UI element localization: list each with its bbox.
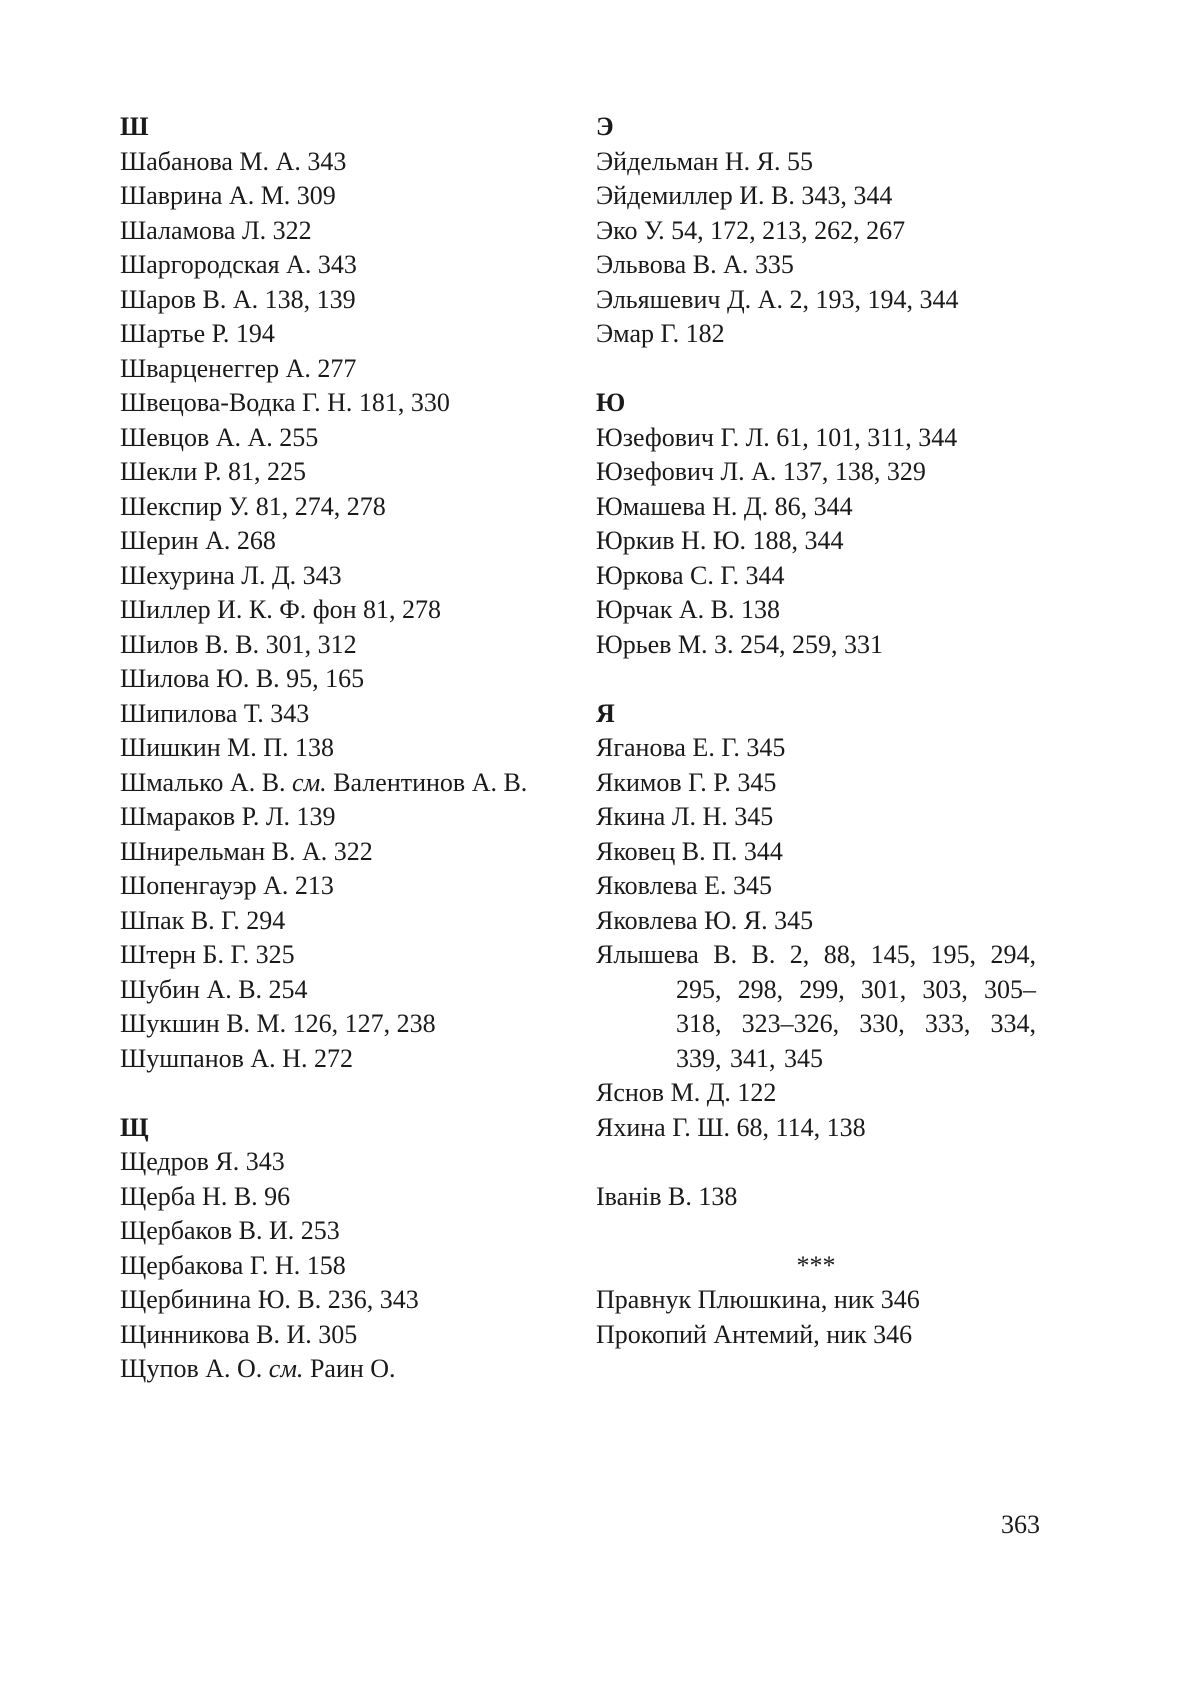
index-column-right <box>596 110 1036 1352</box>
index-entry: Яковлева Е. 345 <box>596 871 772 900</box>
section-gap <box>596 662 1036 697</box>
see-reference-target: Валентинов А. В. <box>326 767 528 797</box>
index-entry: Щербакова Г. Н. 158 <box>120 1250 346 1280</box>
index-entry: Швецова-Водка Г. Н. 181, 330 <box>120 388 450 417</box>
index-entry: Шопенгауэр А. 213 <box>120 871 334 900</box>
section-gap <box>596 352 1036 387</box>
index-entry: Юзефович Л. А. 137, 138, 329 <box>596 457 926 486</box>
section-letter: Ш <box>120 112 149 141</box>
index-entry: Шнирельман В. А. 322 <box>120 836 373 866</box>
index-entry: Щербаков В. И. 253 <box>120 1216 340 1245</box>
index-entry: Яковец В. П. 344 <box>596 836 783 866</box>
index-entry: Шехурина Л. Д. 343 <box>120 560 342 590</box>
index-entry: Эльяшевич Д. А. 2, 193, 194, 344 <box>596 284 959 314</box>
index-entry: Шекспир У. 81, 274, 278 <box>120 491 386 521</box>
index-entry: Якимов Г. Р. 345 <box>596 767 777 797</box>
index-entry <box>120 766 590 801</box>
index-entry: Шаврина А. М. 309 <box>120 181 336 210</box>
section-letter: Я <box>596 698 615 728</box>
index-entry: Іванів В. 138 <box>596 1181 738 1211</box>
index-column-left <box>120 110 590 1387</box>
index-entry: Юрчак А. В. 138 <box>596 595 780 624</box>
separator-asterisks: *** <box>796 1250 836 1280</box>
index-entry: Яковлева Ю. Я. 345 <box>596 905 814 935</box>
index-entry: Шпак В. Г. 294 <box>120 905 286 935</box>
index-entry: Яганова Е. Г. 345 <box>596 733 786 762</box>
index-entry: Юмашева Н. Д. 86, 344 <box>596 491 853 521</box>
index-entry: Шаргородская А. 343 <box>120 250 357 279</box>
index-entry: Шмараков Р. Л. 139 <box>120 802 336 831</box>
index-entry: Шаламова Л. 322 <box>120 215 312 245</box>
index-entry: Шипилова Т. 343 <box>120 698 310 728</box>
index-entry: Шушпанов А. Н. 272 <box>120 1043 353 1073</box>
index-entry: Эмар Г. 182 <box>596 319 725 348</box>
index-entry: Шилова Ю. В. 95, 165 <box>120 664 365 693</box>
index-entry: Шилов В. В. 301, 312 <box>120 629 357 659</box>
section-letter: Щ <box>120 1112 149 1142</box>
index-entry <box>120 1352 590 1387</box>
section-gap <box>596 1145 1036 1180</box>
nickname-entry: Прокопий Антемий, ник 346 <box>596 1319 913 1349</box>
index-entry: Эйдемиллер И. В. 343, 344 <box>596 181 893 210</box>
index-entry: Яхина Г. Ш. 68, 114, 138 <box>596 1112 866 1142</box>
index-entry: Шерин А. 268 <box>120 526 276 555</box>
see-reference-marker: см. <box>292 767 327 797</box>
index-entry: Шукшин В. М. 126, 127, 238 <box>120 1009 436 1038</box>
entry-name: Шмалько А. В. <box>120 767 293 797</box>
index-entry: Эйдельман Н. Я. 55 <box>596 146 814 176</box>
index-entry: Шаров В. А. 138, 139 <box>120 284 356 314</box>
page-number: 363 <box>1001 1510 1040 1539</box>
index-entry: Щинникова В. И. 305 <box>120 1319 358 1349</box>
index-entry: Юркив Н. Ю. 188, 344 <box>596 526 844 555</box>
section-letter: Ю <box>596 388 626 417</box>
index-entry: Юрьев М. З. 254, 259, 331 <box>596 629 884 659</box>
see-reference-target: Раин О. <box>303 1354 396 1383</box>
index-entry: Шварценеггер А. 277 <box>120 353 357 383</box>
section-gap <box>120 1076 590 1111</box>
index-entry: Щербинина Ю. В. 236, 343 <box>120 1285 419 1314</box>
index-entry: Якина Л. Н. 345 <box>596 802 774 831</box>
index-entry: Шевцов А. А. 255 <box>120 422 319 452</box>
entry-name: Щупов А. О. <box>120 1354 269 1383</box>
index-entry: Щедров Я. 343 <box>120 1147 285 1176</box>
index-entry: Шабанова М. А. 343 <box>120 146 347 176</box>
index-entry: Шубин А. В. 254 <box>120 974 308 1004</box>
index-entry: Эко У. 54, 172, 213, 262, 267 <box>596 215 906 245</box>
index-entry: Штерн Б. Г. 325 <box>120 940 295 969</box>
section-gap <box>596 1214 1036 1249</box>
index-entry: Яснов М. Д. 122 <box>596 1078 777 1107</box>
index-entry: Шекли Р. 81, 225 <box>120 457 306 486</box>
index-entry: Эльвова В. А. 335 <box>596 250 794 279</box>
index-entry: Шиллер И. К. Ф. фон 81, 278 <box>120 595 442 624</box>
section-letter: Э <box>596 112 614 141</box>
index-entry: Шишкин М. П. 138 <box>120 733 335 762</box>
see-reference-marker: см. <box>268 1354 304 1383</box>
index-entry: Шартье Р. 194 <box>120 319 275 348</box>
index-entry: Щерба Н. В. 96 <box>120 1181 291 1211</box>
index-entry: Юркова С. Г. 344 <box>596 560 785 590</box>
index-entry: Ялышева В. В. 2, 88, 145, 195, 294, 295, 298, 299, 301, 303, 305–318, 323–326, 330, 333, 334, 339, 341, 345 <box>596 940 1036 1073</box>
nickname-entry: Правнук Плюшкина, ник 346 <box>596 1285 920 1314</box>
index-entry: Юзефович Г. Л. 61, 101, 311, 344 <box>596 422 958 452</box>
